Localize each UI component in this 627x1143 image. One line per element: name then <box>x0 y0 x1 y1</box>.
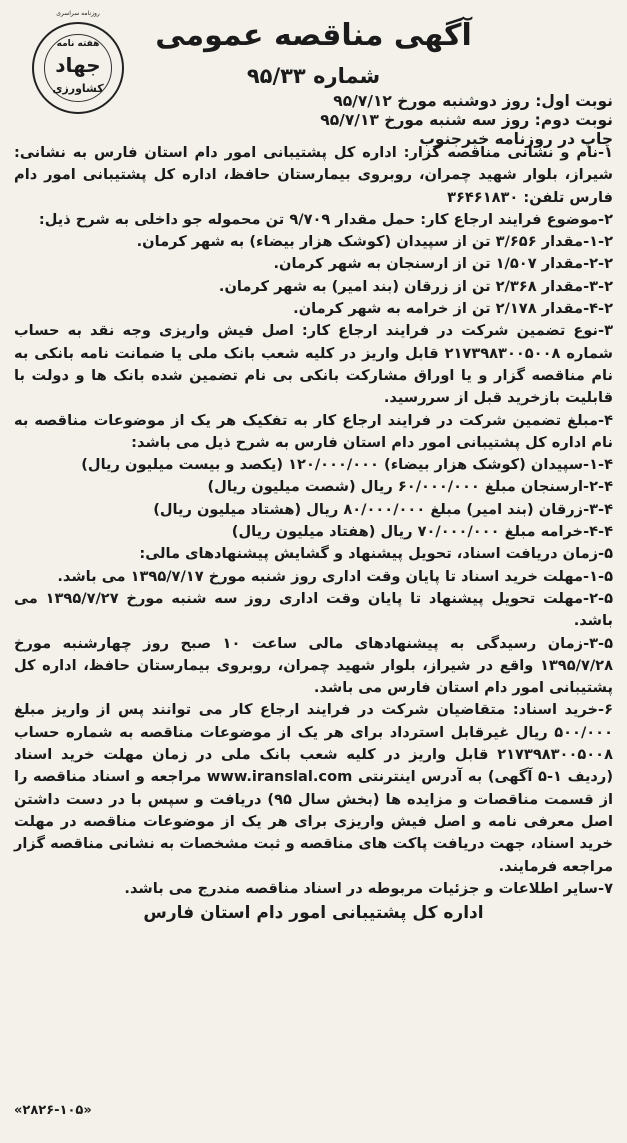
publish-second: نوبت دوم: روز سه شنبه مورخ ۹۵/۷/۱۳ <box>320 111 613 129</box>
logo-top-text: هفته نامه <box>56 39 100 49</box>
clause-4-2: ۲-۴-ارسنجان مبلغ ۶۰/۰۰۰/۰۰۰ ریال (شصت میلیون ریال) <box>207 478 613 496</box>
clause-1: ۱-نام و نشانی مناقصه گزار: اداره کل پشتیبانی امور دام استان فارس به نشانی: شیراز، بلوار شهید چمران، روبروی بیمارستان حافظ، اداره کل پشتیبانی امور دام فارس تلفن: ۳۶۴۶۱۸۳۰ <box>14 144 613 206</box>
clause-5-3: ۳-۵-زمان رسیدگی به پیشنهادهای مالی ساعت ۱۰ صبح روز چهارشنبه مورخ ۱۳۹۵/۷/۲۸ واقع در شیراز، بلوار شهید چمران، روبروی بیمارستان حافظ، اداره کل پشتیبانی امور دام استان فارس می باشد. <box>14 634 613 697</box>
clause-5-2: ۲-۵-مهلت تحویل پیشنهاد تا پایان وقت اداری روز سه شنبه مورخ ۱۳۹۵/۷/۲۷ می باشد. <box>14 589 613 630</box>
clause-4: ۴-مبلغ تضمین شرکت در فرایند ارجاع کار به تفکیک هر یک از موضوعات مناقصه به نام اداره کل پشتیبانی امور دام استان فارس به شرح ذیل می باشد: <box>14 411 613 451</box>
notice-header <box>14 8 613 148</box>
clause-5: ۵-زمان دریافت اسناد، تحویل پیشنهاد و گشایش پیشنهادهای مالی: <box>139 545 613 563</box>
publish-newspaper: چاپ در روزنامه خبرجنوب <box>419 130 613 148</box>
jahad-logo <box>32 10 124 114</box>
publish-first: نوبت اول: روز دوشنبه مورخ ۹۵/۷/۱۲ <box>333 92 613 110</box>
logo-sub-text: کشاورزی <box>52 82 104 95</box>
clause-3: ۳-نوع تضمین شرکت در فرایند ارجاع کار: اصل فیش واریزی وجه نقد به حساب شماره ۲۱۷۳۹۸۳۰۰۵۰۰۸ قابل واریز در کلیه شعب بانک ملی یا ضمانت نامه بانکی به نام مناقصه گزار و یا اوراق مشارکت بانکی بی نام تضمین شده بانک ها و دولت با قابلیت بازخرید قبل از سررسید. <box>14 322 614 407</box>
clause-2-1: ۱-۲-مقدار ۳/۶۵۶ تن از سپیدان (کوشک هزار بیضاء) به شهر کرمان. <box>136 233 613 251</box>
clause-2: ۲-موضوع فرایند ارجاع کار: حمل مقدار ۹/۷۰۹ تن محموله جو داخلی به شرح ذیل: <box>38 210 613 228</box>
publish-info <box>143 92 613 149</box>
clause-2-3: ۳-۲-مقدار ۲/۳۶۸ تن از زرقان (بند امیر) به شهر کرمان. <box>218 277 613 295</box>
ad-code: «۲۸۲۶-۱۰۵» <box>14 1103 92 1118</box>
clause-4-3: ۳-۴-زرقان (بند امیر) مبلغ ۸۰/۰۰۰/۰۰۰ ریال (هشتاد میلیون ریال) <box>153 500 613 518</box>
notice-number: شماره ۹۵/۳۳ <box>246 64 381 88</box>
notice-body <box>14 142 613 900</box>
clause-4-4: ۴-۴-خرامه مبلغ ۷۰/۰۰۰/۰۰۰ ریال (هفتاد میلیون ریال) <box>231 523 613 541</box>
clause-2-2: ۲-۲-مقدار ۱/۵۰۷ تن از ارسنجان به شهر کرمان. <box>273 255 613 273</box>
logo-ring-text: روزنامه سراسری <box>56 10 100 17</box>
clause-5-1: ۱-۵-مهلت خرید اسناد تا پایان وقت اداری روز شنبه مورخ ۱۳۹۵/۷/۱۷ می باشد. <box>57 567 613 585</box>
clause-4-1: ۱-۴-سپیدان (کوشک هزار بیضاء) ۱۲۰/۰۰۰/۰۰۰ (یکصد و بیست میلیون ریال) <box>81 456 613 474</box>
clause-7: ۷-سایر اطلاعات و جزئیات مربوطه در اسناد مناقصه مندرج می باشد. <box>124 879 613 897</box>
notice-title: آگهی مناقصه عمومی <box>155 18 472 53</box>
clause-6: ۶-خرید اسناد: متقاضیان شرکت در فرایند ارجاع کار می توانند پس از واریز مبلغ ۵۰۰/۰۰۰ ریال غیرقابل استرداد برای هر یک از موضوعات مناقصه به شماره حساب ۲۱۷۳۹۸۳۰۰۵۰۰۸ قابل واریز در کلیه شعب بانک ملی در زمان مهلت خرید اسناد (ردیف ۱-۵ آگهی) به آدرس اینترنتی www.iranslal.com مراجعه و اسناد مناقصه را از قسمت مناقصات و مزایده ها (بخش سال ۹۵) دریافت و سپس با در دست داشتن اصل معرفی نامه و اصل فیش واریزی برای هر یک از موضوعات مناقصه در مهلت خرید اسناد، جهت دریافت پاکت های مناقصه و ثبت مشخصات به نشانی مناقصه گزار مراجعه فرمایند. <box>14 701 613 875</box>
clause-2-4: ۴-۲-مقدار ۲/۱۷۸ تن از خرامه به شهر کرمان. <box>293 300 613 318</box>
logo-main-text: جهاد <box>55 53 101 77</box>
signature: اداره کل پشتیبانی امور دام استان فارس <box>143 903 484 924</box>
